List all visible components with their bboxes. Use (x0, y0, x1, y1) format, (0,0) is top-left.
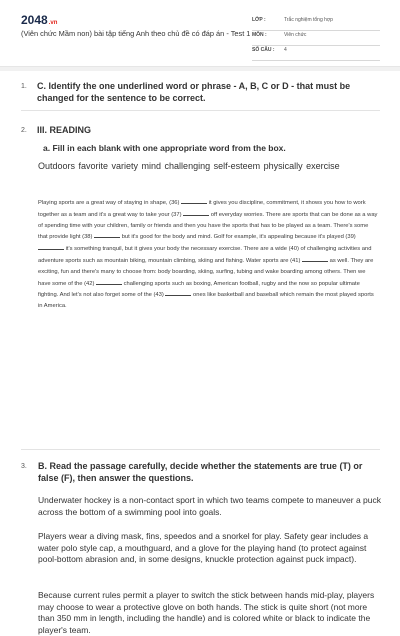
site-logo[interactable] (21, 13, 57, 27)
meta-label: SỐ CÂU : (252, 47, 275, 53)
header-divider (0, 66, 400, 71)
blank-36[interactable] (181, 197, 207, 204)
passage-segment: challenging sports such as boxing, American football, rugby and the now so popular ultimate fighting. And let's not also forget some of the (43) (38, 280, 360, 299)
meta-value: Trắc nghiệm tổng hợp (284, 17, 333, 23)
logo-suffix: .vn (48, 20, 58, 26)
meta-table (252, 16, 380, 61)
blank-39[interactable] (38, 243, 64, 250)
meta-row-count (252, 46, 380, 61)
reading-passage (38, 197, 379, 312)
passage-segment: but it's good for the body and mind. Golf for example, it's appealing because it's played (39) (120, 234, 356, 241)
blank-43[interactable] (165, 289, 191, 296)
passage-segment: off everyday worries. There are sports that can be done as a way of spending time with your children, family or friends and then you have the sports that has to be played as a team. There's some that provide light (38) (38, 211, 378, 241)
document-title: (Viên chức Mầm non) bài tập tiếng Anh theo chủ đề có đáp án - Test 1 (21, 29, 251, 38)
passage-segment: it's something tranquil, but it gives your body the necessary exercise. There are a wide (40) of challenging activities and adventure sports such as mountain biking, mountain climbing, skiing and fishing. Water sports are (41) (38, 246, 372, 264)
passage-paragraph: Players wear a diving mask, fins, speedos and a snorkel for play. Safety gear includes a water polo style cap, a mouthguard, and a glove for the playing hand (to protect against pool-bottom abrasion and, in some designs, knuckle protection against puck impact). (38, 531, 369, 565)
question-1-text: C. Identify the one underlined word or phrase - A, B, C or D - that must be changed for the sentence to be correct. (37, 81, 351, 103)
meta-row-subject (252, 31, 380, 46)
passage-segment: Playing sports are a great way of staying in shape, (36) (38, 200, 182, 206)
meta-value: Viên chức (284, 32, 307, 38)
question-2-instruction: a. Fill in each blank with one appropriate word from the box. (43, 143, 286, 153)
document-header (0, 0, 400, 62)
meta-label: LỚP : (252, 17, 266, 23)
passage-segment: ones like basketball and baseball which remain the most played sports in America. (38, 292, 374, 310)
passage-segment: it gives you discipline, commitment, it shows you how to work together as a team and it's a great way to take your (37) (38, 200, 366, 218)
logo-text: 2048 (21, 13, 48, 27)
question-separator (21, 449, 380, 450)
word-bank: Outdoors favorite variety mind challenging self-esteem physically exercise (38, 161, 340, 171)
blank-37[interactable] (183, 209, 209, 216)
blank-42[interactable] (96, 278, 122, 285)
passage-segment: as well. They are exciting, fun and there's many to choose from: body boarding, skiing, surfing, tubing and wake boarding among others. Then we have some of the (42) (38, 257, 374, 287)
question-2-heading: III. READING (37, 125, 92, 135)
question-separator (21, 110, 380, 111)
question-number: 3. (21, 463, 27, 470)
meta-label: MÔN : (252, 32, 267, 38)
meta-row-class (252, 16, 380, 31)
passage-paragraph: Because current rules permit a player to switch the stick between hands mid-play, players may choose to wear a protective glove on both hands. The stick is quite short (not more than 350 mm in length, including the handle) and is colored white or black to indicate the player's team. (38, 590, 375, 635)
blank-38[interactable] (94, 231, 120, 238)
meta-value: 4 (284, 47, 287, 53)
blank-41[interactable] (302, 255, 328, 262)
question-3-text: B. Read the passage carefully, decide whether the statements are true (T) or false (F), then answer the questions. (38, 461, 363, 483)
question-number: 1. (21, 83, 27, 90)
passage-paragraph: Underwater hockey is a non-contact sport in which two teams compete to maneuver a puck across the bottom of a swimming pool into goals. (38, 495, 382, 517)
question-number: 2. (21, 127, 27, 134)
